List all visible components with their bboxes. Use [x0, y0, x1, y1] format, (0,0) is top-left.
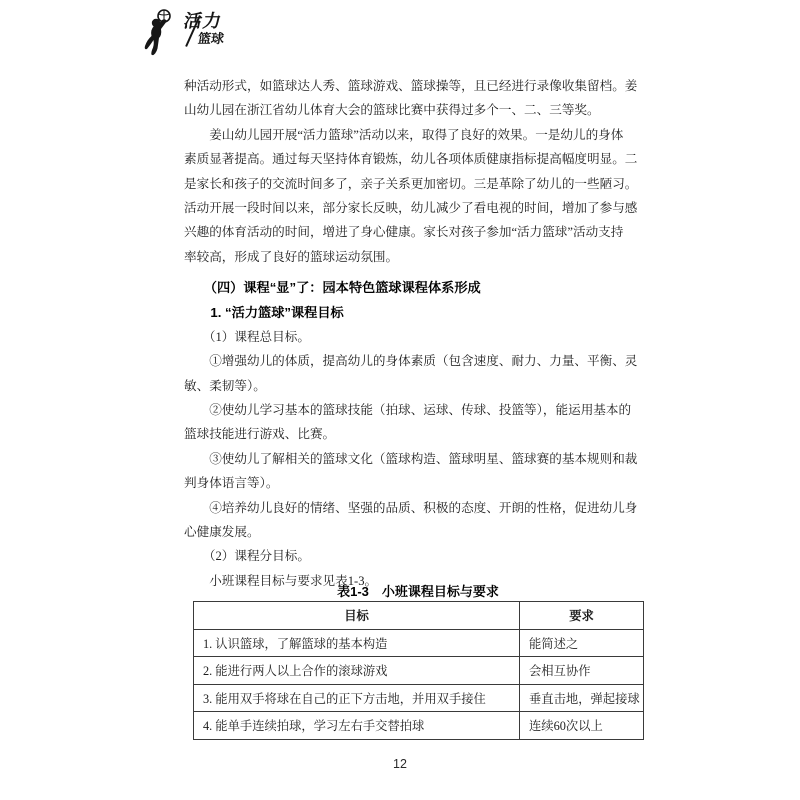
logo-title-line1: 活力	[182, 11, 224, 31]
table-row	[194, 684, 644, 712]
requirement-cell: 垂直击地，弹起接球	[520, 684, 644, 712]
table-row	[194, 712, 644, 740]
requirement-cell: 会相互协作	[520, 657, 644, 685]
paragraph-line: 小班课程目标与要求见表1-3。	[184, 573, 378, 588]
table-header-row	[194, 602, 644, 630]
body-text	[184, 74, 640, 593]
paragraph-line: ②使幼儿学习基本的篮球技能（拍球、运球、传球、投篮等），能运用基本的	[184, 403, 632, 418]
logo-text	[184, 12, 224, 45]
paragraph-line: （2）课程分目标。	[184, 549, 310, 564]
paragraph-line: 姜山幼儿园开展“活力篮球”活动以来，取得了良好的效果。一是幼儿的身体	[184, 127, 624, 142]
requirement-cell: 连续60次以上	[520, 712, 644, 740]
table-caption: 表1-3 小班课程目标与要求	[337, 584, 499, 599]
paragraph-line: （1）课程总目标。	[184, 329, 310, 344]
table-header-goal: 目标	[194, 602, 520, 630]
goal-cell: 1. 认识篮球，了解篮球的基本构造	[194, 629, 520, 657]
paragraph-line: ③使幼儿了解相关的篮球文化（篮球构造、篮球明星、篮球赛的基本规则和裁	[184, 451, 638, 466]
paragraph-line: ①增强幼儿的体质，提高幼儿的身体素质（包含速度、耐力、力量、平衡、灵	[184, 354, 638, 369]
paragraph-line: 山幼儿园在浙江省幼儿体育大会的篮球比赛中获得过多个一、二、三等奖。	[184, 103, 600, 118]
heading-line: （四）课程“显”了：园本特色篮球课程体系形成	[184, 280, 481, 296]
paragraph-line: 心健康发展。	[184, 525, 260, 540]
table-row	[194, 629, 644, 657]
curriculum-goals-table	[193, 601, 644, 740]
brand-logo	[140, 8, 250, 66]
table-row	[194, 657, 644, 685]
basketball-player-icon	[140, 8, 182, 62]
paragraph-line: 敏、柔韧等）。	[184, 378, 266, 393]
paragraph-line: ④培养幼儿良好的情绪、坚强的品质、积极的态度、开朗的性格，促进幼儿身	[184, 500, 638, 515]
paragraph-line: 判身体语言等）。	[184, 476, 279, 491]
paragraph-line: 活动开展一段时间以来，部分家长反映，幼儿减少了看电视的时间，增加了参与感	[184, 200, 638, 215]
requirement-cell: 能简述之	[520, 629, 644, 657]
logo-title-line2: 篮球	[197, 31, 225, 46]
paragraph-line: 是家长和孩子的交流时间多了，亲子关系更加密切。三是革除了幼儿的一些陋习。	[184, 176, 638, 191]
paragraph-line: 篮球技能进行游戏、比赛。	[184, 427, 336, 442]
paragraph-line: 素质显著提高。通过每天坚持体育锻炼，幼儿各项体质健康指标提高幅度明显。二	[184, 152, 638, 167]
paragraph-line: 种活动形式，如篮球达人秀、篮球游戏、篮球操等，且已经进行录像收集留档。姜	[184, 79, 638, 93]
heading-line: 1. “活力篮球”课程目标	[184, 304, 344, 320]
paragraph-line: 兴趣的体育活动的时间，增进了身心健康。家长对孩子参加“活力篮球”活动支持	[184, 225, 624, 240]
table-header-requirement: 要求	[520, 602, 644, 630]
goal-cell: 2. 能进行两人以上合作的滚球游戏	[194, 657, 520, 685]
page-number: 12	[393, 757, 407, 771]
paragraph-line: 率较高，形成了良好的篮球运动氛围。	[184, 249, 399, 264]
goal-cell: 4. 能单手连续拍球，学习左右手交替拍球	[194, 712, 520, 740]
goal-cell: 3. 能用双手将球在自己的正下方击地，并用双手接住	[194, 684, 520, 712]
